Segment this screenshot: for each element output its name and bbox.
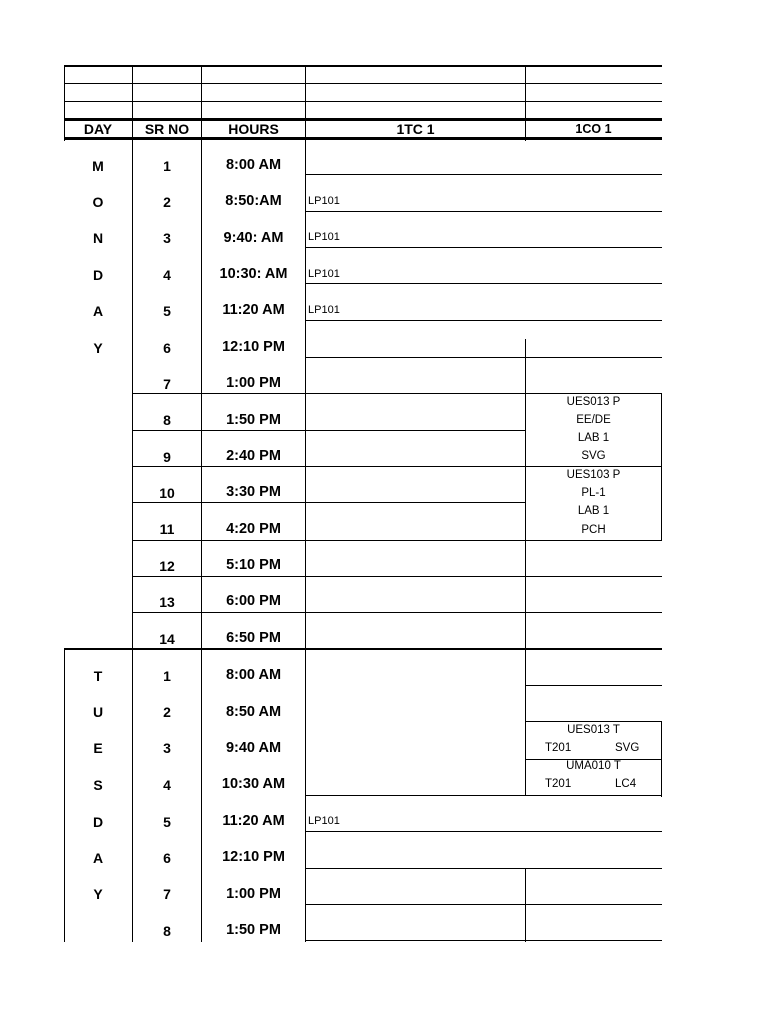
- header-day: DAY: [83, 121, 113, 137]
- hour-cell: 10:30: AM: [219, 266, 288, 282]
- co-lab-block-line: UES103 P: [566, 469, 621, 481]
- sr-no-cell: 6: [163, 340, 171, 356]
- sr-no-cell: 2: [163, 194, 171, 210]
- subject-room-cell: LP101: [308, 268, 340, 280]
- day-letter: Y: [93, 340, 103, 356]
- grid-line: [64, 83, 662, 84]
- co-lab-block-line: LAB 1: [577, 432, 610, 444]
- hour-cell: 6:50 PM: [226, 630, 281, 646]
- sr-no-cell: 7: [163, 376, 171, 392]
- day-letter: E: [93, 740, 103, 756]
- co-tutorial-course: UMA010 T: [566, 760, 621, 772]
- co-tutorial-teacher: LC4: [615, 778, 637, 790]
- grid-line: [132, 466, 662, 467]
- grid-line: [64, 137, 662, 140]
- day-letter: S: [93, 777, 103, 793]
- grid-line: [305, 320, 662, 321]
- grid-line: [132, 393, 662, 394]
- grid-line: [64, 65, 662, 67]
- subject-room-cell: LP101: [308, 304, 340, 316]
- sr-no-cell: 8: [163, 412, 171, 428]
- sr-no-cell: 8: [163, 923, 171, 939]
- hour-cell: 1:50 PM: [226, 412, 281, 428]
- hour-cell: 9:40 AM: [225, 740, 282, 756]
- hour-cell: 2:40 PM: [226, 448, 281, 464]
- grid-line: [305, 211, 662, 212]
- co-lab-block-line: PL-1: [581, 487, 606, 499]
- grid-line: [305, 357, 662, 358]
- co-tutorial-teacher: SVG: [615, 742, 640, 754]
- day-letter: D: [92, 814, 104, 830]
- sr-no-cell: 11: [159, 521, 175, 537]
- co-lab-block-line: SVG: [581, 450, 606, 462]
- header-hours: HOURS: [228, 121, 279, 137]
- co-tutorial-room: T201: [545, 742, 572, 754]
- day-letter: A: [92, 850, 104, 866]
- day-letter: O: [92, 194, 104, 210]
- hour-cell: 8:00 AM: [225, 157, 282, 173]
- co-lab-block-line: UES013 P: [566, 396, 621, 408]
- grid-line: [305, 174, 662, 175]
- day-letter: T: [93, 668, 103, 684]
- grid-line: [132, 502, 526, 503]
- sr-no-cell: 10: [159, 485, 175, 501]
- sr-no-cell: 3: [163, 740, 171, 756]
- hour-cell: 12:10 PM: [222, 849, 285, 865]
- sr-no-cell: 1: [163, 158, 171, 174]
- header-group-1co1: 1CO 1: [575, 122, 612, 136]
- sr-no-cell: 1: [163, 668, 171, 684]
- grid-line: [305, 283, 662, 284]
- sr-no-cell: 5: [163, 303, 171, 319]
- hour-cell: 11:20 AM: [222, 302, 285, 318]
- co-tutorial-room: T201: [545, 778, 572, 790]
- day-letter: U: [92, 704, 104, 720]
- hour-cell: 1:00 PM: [226, 375, 281, 391]
- grid-line: [525, 868, 526, 942]
- hour-cell: 1:50 PM: [226, 922, 281, 938]
- header-sr-no: SR NO: [144, 121, 190, 137]
- hour-cell: 9:40: AM: [223, 230, 284, 246]
- grid-line: [305, 247, 662, 248]
- sr-no-cell: 4: [163, 777, 171, 793]
- sr-no-cell: 12: [159, 558, 175, 574]
- sr-no-cell: 3: [163, 230, 171, 246]
- hour-cell: 6:00 PM: [226, 593, 281, 609]
- grid-line: [64, 648, 662, 650]
- header-group-1tc1: 1TC 1: [396, 121, 435, 137]
- sr-no-cell: 4: [163, 267, 171, 283]
- sr-no-cell: 13: [159, 594, 175, 610]
- grid-line: [305, 795, 662, 796]
- day-letter: Y: [93, 886, 103, 902]
- day-letter: A: [92, 303, 104, 319]
- day-letter: N: [92, 230, 104, 246]
- sr-no-cell: 7: [163, 886, 171, 902]
- subject-room-cell: LP101: [308, 195, 340, 207]
- grid-line: [305, 940, 662, 941]
- hour-cell: 8:50 AM: [225, 704, 282, 720]
- hour-cell: 10:30 AM: [221, 776, 286, 792]
- day-letter: M: [92, 158, 104, 174]
- sr-no-cell: 9: [163, 449, 171, 465]
- subject-room-cell: LP101: [308, 231, 340, 243]
- grid-line: [132, 430, 526, 431]
- grid-line: [661, 393, 662, 541]
- grid-line: [305, 868, 662, 869]
- grid-line: [64, 101, 662, 102]
- hour-cell: 11:20 AM: [222, 813, 285, 829]
- grid-line: [525, 685, 662, 686]
- hour-cell: 12:10 PM: [222, 339, 285, 355]
- subject-room-cell: LP101: [308, 815, 340, 827]
- grid-line: [305, 904, 662, 905]
- grid-line: [305, 831, 662, 832]
- sr-no-cell: 6: [163, 850, 171, 866]
- hour-cell: 4:20 PM: [226, 521, 281, 537]
- sr-no-cell: 2: [163, 704, 171, 720]
- grid-line: [525, 721, 662, 722]
- hour-cell: 3:30 PM: [226, 484, 281, 500]
- grid-line: [132, 576, 662, 577]
- hour-cell: 8:00 AM: [225, 667, 282, 683]
- sr-no-cell: 14: [159, 631, 175, 647]
- day-letter: D: [92, 267, 104, 283]
- grid-line: [132, 612, 662, 613]
- co-lab-block-line: LAB 1: [577, 505, 610, 517]
- co-lab-block-line: EE/DE: [576, 414, 611, 426]
- co-lab-block-line: PCH: [581, 524, 606, 536]
- hour-cell: 1:00 PM: [226, 886, 281, 902]
- co-tutorial-course: UES013 T: [567, 724, 620, 736]
- hour-cell: 5:10 PM: [226, 557, 281, 573]
- grid-line: [305, 65, 306, 942]
- sr-no-cell: 5: [163, 814, 171, 830]
- grid-line: [132, 540, 662, 541]
- hour-cell: 8:50:AM: [225, 193, 282, 209]
